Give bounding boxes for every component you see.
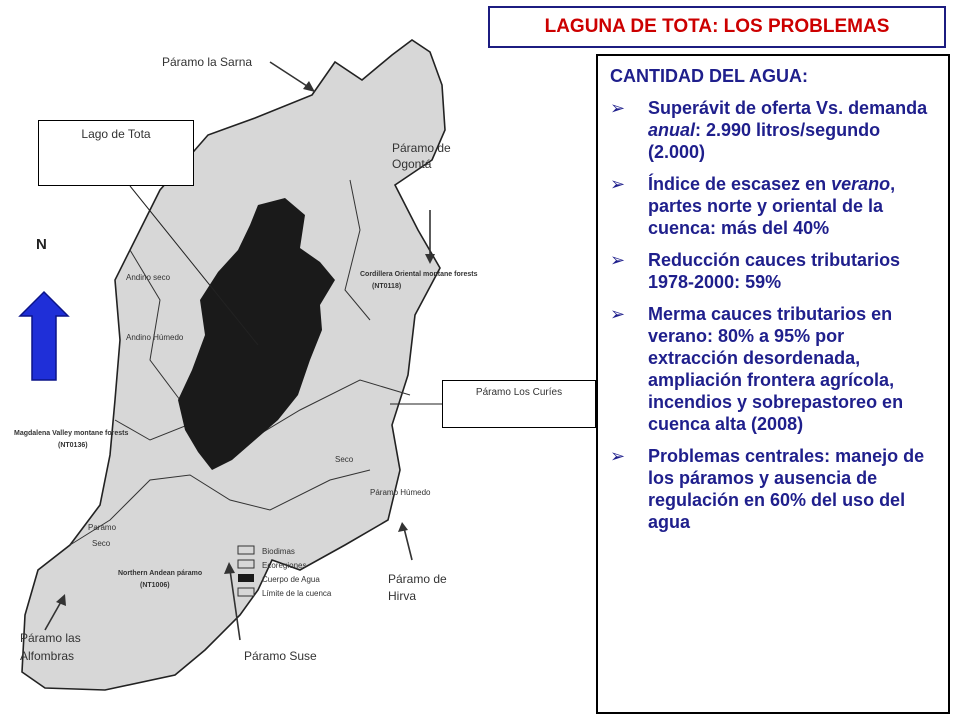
label-magdalena: (NT0136) (58, 442, 88, 449)
label-sarna: Páramo la Sarna (162, 55, 253, 69)
label-cordillera: (NT0118) (372, 283, 402, 290)
bullet-item (610, 249, 938, 293)
legend-label: Biodimas (262, 547, 295, 556)
arrowhead-icon (303, 81, 315, 92)
arrowhead-bullet-icon: ➢ (610, 446, 626, 466)
label-paramo-seco: Seco (92, 539, 111, 548)
legend-label: Límite de la cuenca (262, 589, 332, 598)
bullet-item (610, 303, 938, 435)
bullet-text: Merma cauces tributarios en verano: 80% a 95% por extracción desordenada, ampliación frontera agrícola, incendios y sobrepastoreo en cuenca alta (2008) (648, 304, 904, 434)
label-ogonta: Páramo de (392, 141, 451, 155)
callout-paramo-los-curies: Páramo Los Curíes (442, 380, 596, 428)
info-box (596, 54, 950, 714)
label-hirva: Páramo de (388, 572, 447, 586)
arrowhead-bullet-icon: ➢ (610, 98, 626, 118)
label-alfombras: Páramo las (20, 631, 81, 645)
arrow-sarna (270, 62, 310, 88)
legend-label: Cuerpo de Agua (262, 575, 320, 584)
label-andino-seco: Andino seco (126, 273, 171, 282)
label-magdalena: Magdalena Valley montane forests (14, 430, 129, 437)
label-northern: Northern Andean páramo (118, 570, 203, 577)
bullet-text: , partes norte y oriental de la cuenca: más del 40% (648, 174, 896, 238)
bullet-list (610, 97, 938, 533)
bullet-text: Reducción cauces tributarios 1978-2000: 59% (648, 250, 901, 292)
label-hirva: Hirva (388, 589, 417, 603)
arrowhead-bullet-icon: ➢ (610, 174, 626, 194)
bullet-text: : 2.990 litros/segundo (2.000) (648, 120, 881, 162)
arrowhead-bullet-icon: ➢ (610, 304, 626, 324)
bullet-italic: anual (648, 120, 696, 140)
label-northern: (NT1006) (140, 582, 170, 589)
legend-label: Ecoregiones (262, 561, 307, 570)
label-ogonta: Ogontá (392, 157, 432, 171)
arrowhead-icon (398, 522, 408, 532)
bullet-item (610, 445, 938, 533)
label-suse: Páramo Suse (244, 649, 317, 663)
bullet-text: Problemas centrales: manejo de los páramos y ausencia de regulación en 60% del uso del agua (648, 446, 925, 532)
label-paramo-humedo: Páramo Húmedo (370, 488, 431, 497)
info-heading: CANTIDAD DEL AGUA: (610, 66, 808, 86)
bullet-italic: verano (831, 174, 891, 194)
label-paramo-seco: Paramo (88, 523, 117, 532)
bullet-item (610, 173, 938, 239)
arrow-hirva (404, 528, 412, 560)
callout-lago-de-tota: Lago de Tota (38, 120, 194, 186)
label-andino-humedo: Andino Húmedo (126, 333, 184, 342)
bullet-text: Superávit de oferta Vs. demanda (648, 98, 928, 118)
slide-title: LAGUNA DE TOTA: LOS PROBLEMAS (488, 6, 946, 48)
legend-swatch (238, 574, 254, 582)
legend-swatch (238, 588, 254, 596)
north-label: N (36, 236, 47, 253)
label-seco-east: Seco (335, 455, 354, 464)
bullet-item (610, 97, 938, 163)
bullet-text: Índice de escasez en (648, 174, 832, 194)
label-alfombras: Alfombras (20, 649, 75, 663)
arrowhead-bullet-icon: ➢ (610, 250, 626, 270)
label-cordillera: Cordillera Oriental montane forests (360, 271, 478, 278)
north-arrow-icon (20, 292, 68, 380)
